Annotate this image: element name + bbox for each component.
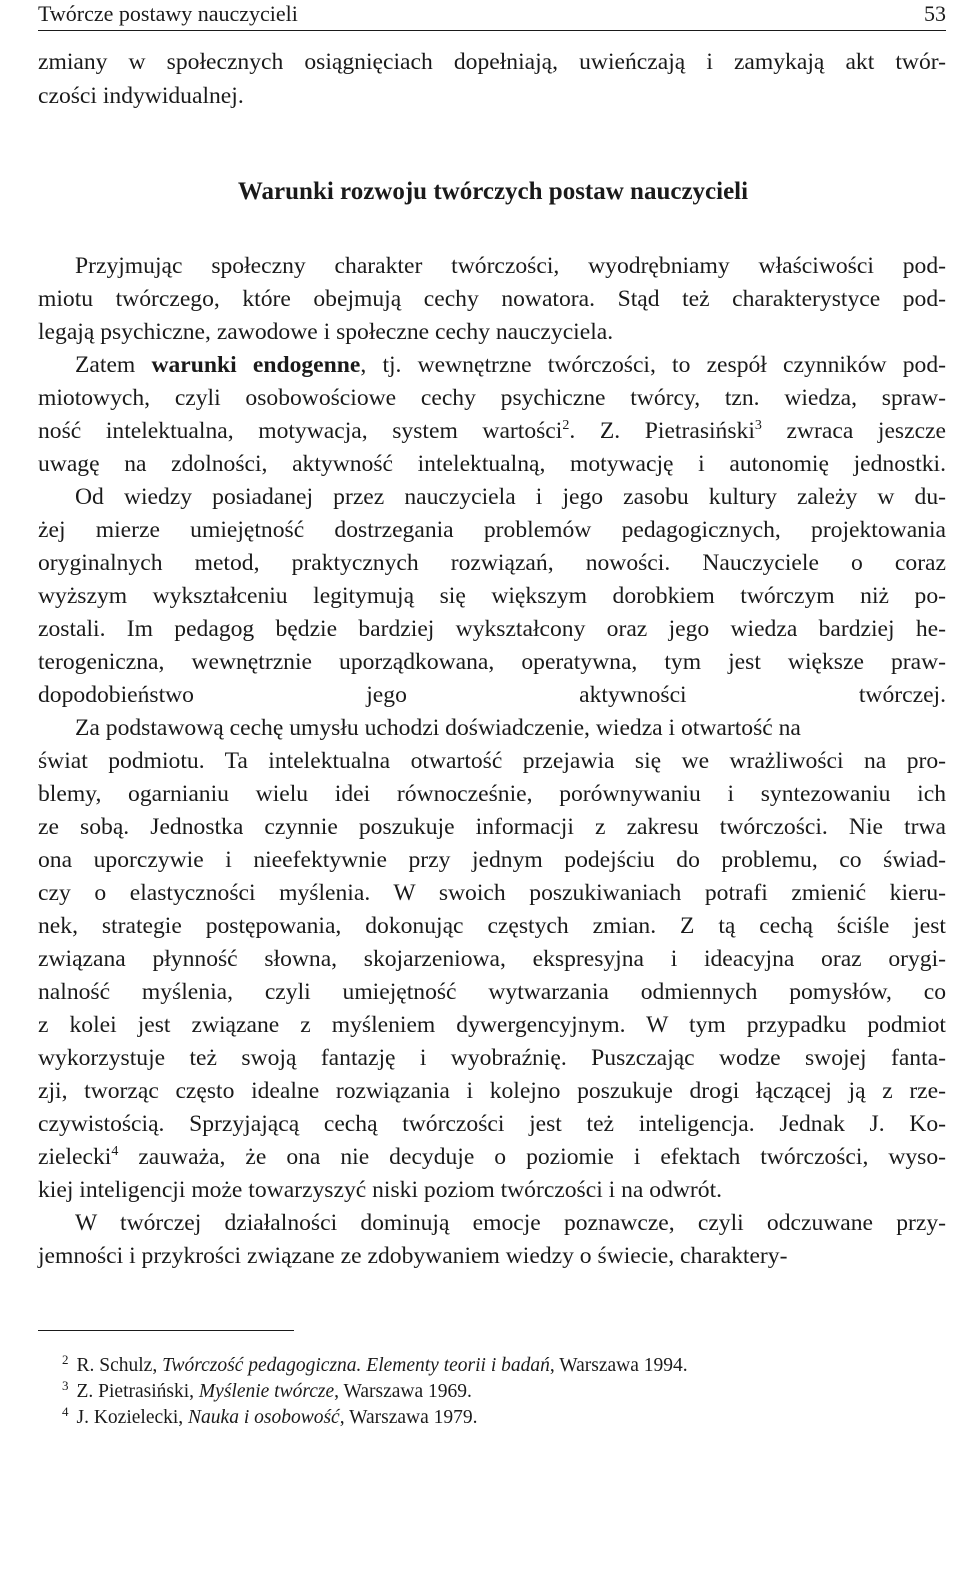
text-run: , tj. wewnętrzne twórczości, to zespół czynników pod- — [360, 352, 946, 378]
footnote-ref: 2 — [562, 418, 570, 433]
text-run: Zatem — [75, 352, 152, 378]
text-line: wyższym wykształceniu legitymują się większym dorobkiem twórczym niż po- — [38, 583, 946, 609]
text-line: Od wiedzy posiadanej przez nauczyciela i jego zasobu kultury zależy w du- — [75, 484, 946, 510]
italic-text: Myślenie twórcze — [198, 1381, 335, 1402]
text-line: blemy, ogarnianiu wielu idei równocześnie, porównywaniu i syntezowaniu ich — [38, 781, 946, 807]
text-line: ze sobą. Jednostka czynnie poszukuje informacji z zakresu twórczości. Nie trwa — [38, 814, 946, 840]
text-line: żej mierze umiejętność dostrzegania problemów pedagogicznych, projektowania — [38, 517, 946, 543]
text-run: zwraca jeszcze — [761, 418, 947, 444]
footnote-number: 3 — [62, 1378, 69, 1393]
text-run: zauważa, że ona nie decyduje o poziomie i efektach twórczości, wyso- — [118, 1144, 946, 1170]
text-line: zostali. Im pedagog będzie bardziej wykształcony oraz jego wiedza bardziej he- — [38, 616, 946, 642]
text-line: terogeniczna, wewnętrznie uporządkowana, operatywna, tym jest większe praw- — [38, 649, 946, 675]
section-heading: Warunki rozwoju twórczych postaw nauczycieli — [237, 178, 749, 205]
text-line: z kolei jest związane z myśleniem dywergencyjnym. W tym przypadku podmiot — [38, 1012, 946, 1038]
text-line: legają psychiczne, zawodowe i społeczne cechy nauczyciela. — [38, 319, 614, 345]
text-run: , Warszawa 1969. — [334, 1381, 472, 1402]
text-line: związana płynność słowna, skojarzeniowa, ekspresyjna i ideacyjna oraz orygi- — [38, 946, 946, 972]
text-run: zielecki — [38, 1144, 112, 1170]
text-run: , Warszawa 1994. — [549, 1355, 688, 1376]
text-line: świat podmiotu. Ta intelektualna otwartość przejawia się we wrażliwości na pro- — [38, 748, 946, 774]
text-line: nalność myślenia, czyli umiejętność wytwarzania odmiennych pomysłów, co — [38, 979, 946, 1005]
text-run: , Warszawa 1979. — [339, 1407, 478, 1428]
footnote-number: 2 — [62, 1352, 69, 1367]
running-title: Twórcze postawy nauczycieli — [38, 1, 298, 26]
page-number: 53 — [924, 1, 946, 26]
footnote-separator — [38, 1330, 294, 1331]
running-header — [38, 0, 946, 31]
text-run: . Z. Pietrasiński — [569, 418, 755, 444]
text-line: miotowych, czyli osobowościowe cechy psychiczne twórcy, tzn. wiedza, spraw- — [38, 385, 946, 411]
text-run: J. Kozielecki, — [76, 1407, 189, 1428]
text-line — [38, 415, 946, 447]
text-line: uwagę na zdolności, aktywność intelektualną, motywację i autonomię jednostki. — [38, 451, 946, 477]
text-line: wykorzystuje też swoją fantazję i wyobraźnię. Puszczając wodze swojej fanta- — [38, 1045, 946, 1071]
text-line: W twórczej działalności dominują emocje poznawcze, czyli odczuwane przy- — [75, 1210, 946, 1236]
footnote-ref: 3 — [754, 418, 762, 433]
bold-text: warunki endogenne — [151, 352, 361, 378]
text-line: czywistością. Sprzyjającą cechą twórczości jest też inteligencja. Jednak J. Ko- — [38, 1111, 946, 1137]
text-run: ność intelektualna, motywacja, system wartości — [38, 418, 563, 444]
text-run: R. Schulz, — [76, 1355, 163, 1376]
text-line: kiej inteligencji może towarzyszyć niski poziom twórczości i na odwrót. — [38, 1177, 723, 1203]
italic-text: Nauka i osobowość — [188, 1407, 340, 1428]
italic-text: Twórczość pedagogiczna. Elementy teorii i badań — [162, 1355, 550, 1376]
text-run: Z. Pietrasiński, — [76, 1381, 199, 1402]
text-line: oryginalnych metod, praktycznych rozwiązań, nowości. Nauczyciele o coraz — [38, 550, 946, 576]
text-line: czy o elastyczności myślenia. W swoich poszukiwaniach potrafi zmienić kieru- — [38, 880, 946, 906]
text-line: czości indywidualnej. — [38, 83, 244, 109]
footnote-ref: 4 — [111, 1144, 119, 1159]
text-line: ona uporczywie i nieefektywnie przy jednym podejściu do problemu, co świad- — [38, 847, 946, 873]
text-line: dopodobieństwo jego aktywności twórczej. — [38, 682, 946, 708]
text-line: zmiany w społecznych osiągnięciach dopełniają, uwieńczają i zamykają akt twór- — [38, 49, 946, 75]
text-line: zji, tworząc często idealne rozwiązania i kolejno poszukuje drogi łączącej ją z rze- — [38, 1078, 946, 1104]
text-line: miotu twórczego, które obejmują cechy nowatora. Stąd też charakterystyce pod- — [38, 286, 946, 312]
text-line — [38, 1141, 946, 1173]
text-line: jemności i przykrości związane ze zdobywaniem wiedzy o świecie, charaktery- — [38, 1243, 788, 1269]
text-line: Przyjmując społeczny charakter twórczości, wyodrębniamy właściwości pod- — [75, 253, 946, 279]
footnote — [62, 1399, 478, 1431]
text-line — [75, 349, 946, 381]
text-line: Za podstawową cechę umysłu uchodzi doświadczenie, wiedza i otwartość na — [75, 715, 801, 741]
text-line: nek, strategie postępowania, dokonując częstych zmian. Z tą cechą ściśle jest — [38, 913, 946, 939]
footnote-number: 4 — [62, 1404, 69, 1419]
